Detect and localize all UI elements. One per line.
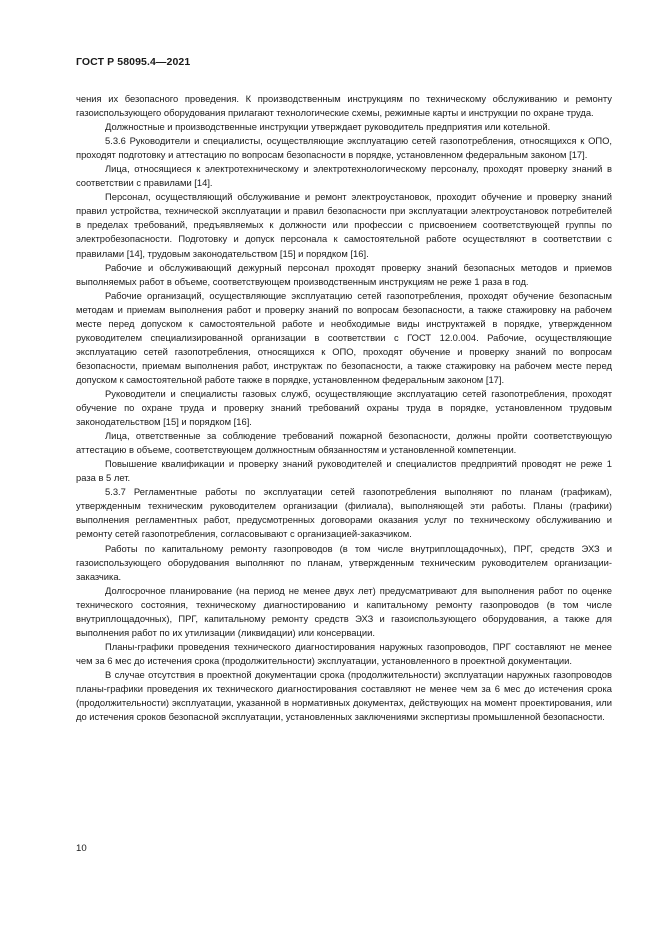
paragraph: Рабочие и обслуживающий дежурный персонал проходят проверку знаний безопасных методов и приемов выполняемых работ в объеме, соответствующем производственным инструкциям не реже 1 раза в год. bbox=[76, 261, 612, 287]
paragraph: Рабочие организаций, осуществляющие эксплуатацию сетей газопотребления, проходят обучение безопасным методам и приемам выполнения работ и проверку знаний по вопросам безопасности, а также стажировку на рабочем месте перед допуском к самостоятельной работе и необходимые виды инструктажей в порядке, утвержденном руководителем специализированной организации в соответствии с ГОСТ 12.0.004. Рабочие, осуществляющие эксплуатацию сетей газопотребления, относящихся к ОПО, проходят обучение и проверку знаний по вопросам безопасности, приемам выполнения работ, инструктаж по безопасности, а также стажировку на рабочем месте перед допуском к самостоятельной работе также в порядке, установленном федеральным законом [17]. bbox=[76, 289, 612, 385]
paragraph: Повышение квалификации и проверку знаний руководителей и специалистов предприятий проводят не реже 1 раза в 5 лет. bbox=[76, 458, 612, 484]
paragraph: 5.3.7 Регламентные работы по эксплуатации сетей газопотребления выполняют по планам (графикам), утвержденным техническим руководителем организации (филиала), выполняющей эти работы. Планы (графики) выполнения регламентных работ, предусмотренных договорами оказания услуг по техническому обслуживанию и ремонту сетей газопотребления, согласовывают с организацией-заказчиком. bbox=[76, 486, 612, 540]
document-body bbox=[76, 92, 612, 724]
paragraph: Персонал, осуществляющий обслуживание и ремонт электроустановок, проходит обучение и проверку знаний правил устройства, технической эксплуатации и правил безопасности при эксплуатации электроустановок потребителей в пределах требований, предъявляемых к должности или профессии с присвоением соответствующей группы по электробезопасности. Подготовку и допуск персонала к самостоятельной работе осуществляют в соответствии с правилами [14], трудовым законодательством [15] и порядком [16]. bbox=[76, 191, 612, 259]
paragraph: Должностные и производственные инструкции утверждает руководитель предприятия или котельной. bbox=[105, 121, 551, 133]
paragraph: В случае отсутствия в проектной документации срока (продолжительности) эксплуатации наружных газопроводов планы-графики проведения их технического диагностирования составляют не менее чем за 6 мес до истечения срока (продолжительности) эксплуатации, указанной в нормативных документах, действующих на момент проектирования, или до истечения сроков безопасной эксплуатации, установленных заключениями экспертизы промышленной безопасности. bbox=[76, 668, 612, 723]
paragraph: Долгосрочное планирование (на период не менее двух лет) предусматривают для выполнения работ по оценке технического состояния, техническому диагностированию и капитальному ремонту газопроводов (в том числе внутриплощадочных), ПРГ, капитальному ремонту средств ЭХЗ и газоиспользующего оборудования, а также для выполнения работ по их утилизации (ликвидации) или консервации. bbox=[76, 584, 612, 638]
paragraph: Лица, ответственные за соблюдение требований пожарной безопасности, должны пройти соответствующую аттестацию в объеме, соответствующем должностным обязанностям и установленной компетенции. bbox=[76, 430, 612, 456]
paragraph: Лица, относящиеся к электротехническому и электротехнологическому персоналу, проходят проверку знаний в соответствии с правилами [14]. bbox=[76, 163, 612, 189]
paragraph: чения их безопасного проведения. К производственным инструкциям по техническому обслуживанию и ремонту газоиспользующего оборудования прилагают технологические схемы, режимные карты и инструкции по охране труда. bbox=[76, 93, 612, 119]
document-header: ГОСТ Р 58095.4—2021 bbox=[76, 56, 191, 68]
page-number: 10 bbox=[76, 843, 87, 854]
paragraph: Руководители и специалисты газовых служб, осуществляющие эксплуатацию сетей газопотребления, проходят обучение по охране труда и проверку знаний требований охраны труда в порядке, установленном трудовым законодательством [15] и порядком [16]. bbox=[76, 387, 612, 428]
paragraph: Планы-графики проведения технического диагностирования наружных газопроводов, ПРГ составляют не менее чем за 6 мес до истечения срока (продолжительности) эксплуатации, установленного в проектной документации. bbox=[76, 640, 612, 666]
paragraph: Работы по капитальному ремонту газопроводов (в том числе внутриплощадочных), ПРГ, средств ЭХЗ и газоиспользующего оборудования выполняют по планам, утвержденным техническим руководителем организации-заказчика. bbox=[76, 542, 612, 582]
paragraph: 5.3.6 Руководители и специалисты, осуществляющие эксплуатацию сетей газопотребления, относящихся к ОПО, проходят подготовку и аттестацию по вопросам безопасности в порядке, установленном федеральным законом [17]. bbox=[76, 135, 612, 161]
